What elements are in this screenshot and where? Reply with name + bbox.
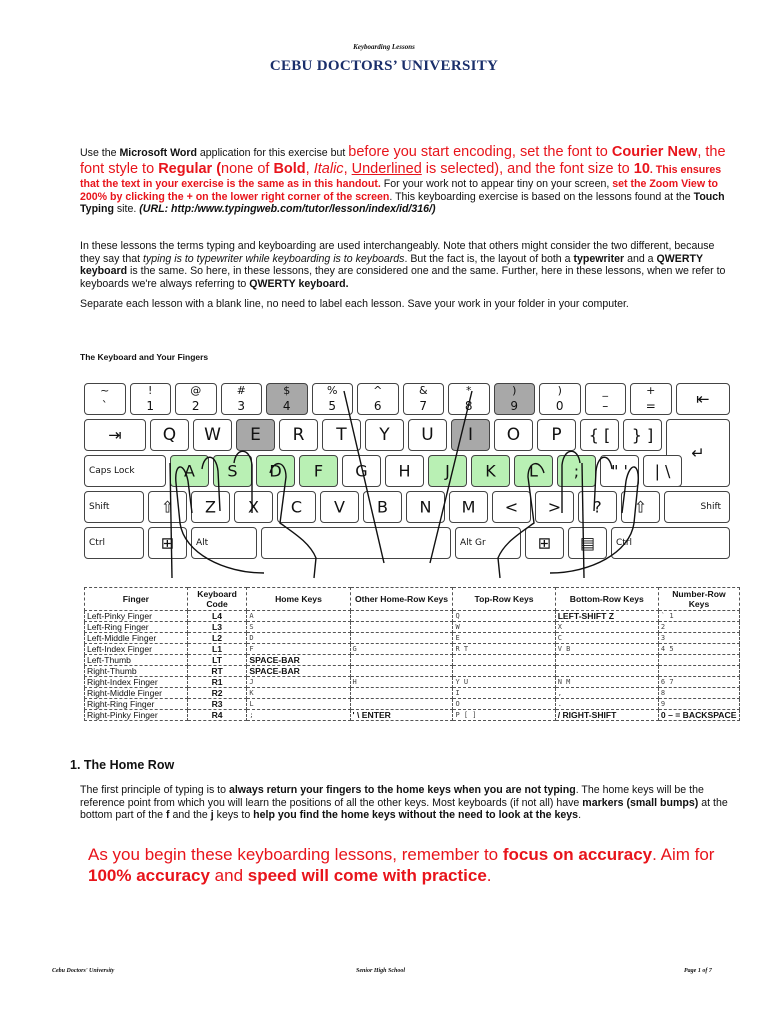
key-row4-13 — [664, 491, 730, 523]
table-cell: . — [555, 699, 658, 710]
table-cell: ' \ ENTER — [350, 710, 453, 721]
key-row4-4 — [277, 491, 316, 523]
table-cell — [658, 655, 739, 666]
key-label: & — [418, 384, 428, 397]
keyboard-diagram — [84, 383, 730, 559]
key-label: 7 — [419, 399, 428, 413]
key-row2-4 — [279, 419, 318, 451]
intro-paragraph-3: Separate each lesson with a blank line, no need to label each lesson. Save your work in your folder in your computer. — [80, 298, 629, 310]
key-label: ⇥ — [108, 425, 122, 445]
key-label: ⇧ — [633, 497, 648, 517]
key-label: – — [602, 399, 609, 413]
key-label: 8 — [464, 399, 473, 413]
key-row2-7 — [408, 419, 447, 451]
key-label: 9 — [510, 399, 519, 413]
table-cell — [350, 611, 453, 622]
home-row-heading: 1. The Home Row — [70, 758, 175, 772]
table-cell: Left-Thumb — [85, 655, 188, 666]
key-row2-11 — [580, 419, 619, 451]
table-cell: V B — [555, 644, 658, 655]
key-row1-2 — [175, 383, 217, 415]
table-header: Finger — [85, 588, 188, 611]
key-row1-5 — [312, 383, 354, 415]
key-label: ^ — [373, 384, 383, 397]
table-cell: L4 — [187, 611, 247, 622]
table-cell: ` 1 — [658, 611, 739, 622]
key-label: S — [227, 461, 238, 481]
table-row — [85, 666, 740, 677]
key-label: Alt — [196, 538, 209, 548]
key-row5-6 — [568, 527, 607, 559]
key-row5-5 — [525, 527, 564, 559]
key-row3-4 — [299, 455, 338, 487]
key-label: ; — [573, 461, 580, 481]
table-cell: Right-Thumb — [85, 666, 188, 677]
table-header: Top-Row Keys — [453, 588, 555, 611]
table-cell: K — [247, 688, 350, 699]
table-cell — [350, 622, 453, 633]
key-row4-8 — [449, 491, 488, 523]
table-cell: LT — [187, 655, 247, 666]
key-row3-5 — [342, 455, 381, 487]
key-row1-13 — [676, 383, 731, 415]
key-label: 3 — [237, 399, 246, 413]
key-row2-10 — [537, 419, 576, 451]
table-row — [85, 644, 740, 655]
key-row1-8 — [448, 383, 490, 415]
key-label: % — [327, 384, 338, 397]
key-row1-11 — [585, 383, 627, 415]
table-row — [85, 655, 740, 666]
key-label: G — [355, 461, 368, 481]
key-row4-6 — [363, 491, 402, 523]
keyboard-section-title: The Keyboard and Your Fingers — [80, 352, 209, 362]
table-cell: Q — [453, 611, 555, 622]
footer-page: Page 1 of 7 — [684, 968, 712, 974]
key-label: 4 — [282, 399, 291, 413]
key-label: ` — [101, 399, 108, 413]
table-cell — [350, 655, 453, 666]
key-row5-2 — [191, 527, 257, 559]
table-cell: Right-Ring Finger — [85, 699, 188, 710]
key-label: V — [334, 497, 345, 517]
key-row4-10 — [535, 491, 574, 523]
table-cell: Left-Pinky Finger — [85, 611, 188, 622]
key-label: Ctrl — [616, 538, 633, 548]
key-label: < — [504, 497, 519, 517]
table-cell: R2 — [187, 688, 247, 699]
key-label: O — [506, 425, 521, 445]
key-label: A — [184, 461, 195, 481]
table-cell: O — [453, 699, 555, 710]
key-label: E — [250, 425, 261, 445]
key-row4-2 — [191, 491, 230, 523]
key-row4-7 — [406, 491, 445, 523]
key-label: ⊞ — [160, 533, 175, 553]
key-label: Q — [162, 425, 177, 445]
key-label: " ' — [611, 461, 628, 481]
table-cell: SPACE-BAR — [247, 666, 350, 677]
key-row2-9 — [494, 419, 533, 451]
table-cell: 0 – = BACKSPACE — [658, 710, 739, 721]
key-label: 1 — [146, 399, 155, 413]
key-label: Caps Lock — [89, 466, 135, 476]
key-row1-12 — [630, 383, 672, 415]
key-label: P — [551, 425, 562, 445]
key-row2-12 — [623, 419, 662, 451]
key-row5-0 — [84, 527, 144, 559]
table-cell: 4 5 — [658, 644, 739, 655]
key-row1-4 — [266, 383, 308, 415]
key-row2-5 — [322, 419, 361, 451]
intro-paragraph-1: Use the Microsoft Word application for this exercise but before you start encoding, set the font to Courier New, the font style to Regular (none of Bold, Italic, Underlined is selected), and the font size to 10. This ensures that the text in your exercise is the same as in this handout. For your work not to appear tiny on your screen, set the Zoom View to 200% by clicking the + on the lower right corner of the screen. This keyboarding exercise is based on the lessons found at the Touch Typing site. (URL: http:/www.typingweb.com/tutor/lesson/index/id/316/) — [80, 144, 726, 216]
key-row1-6 — [357, 383, 399, 415]
table-cell — [453, 666, 555, 677]
key-label: I — [467, 425, 473, 445]
key-label: F — [313, 461, 324, 481]
table-cell: Left-Index Finger — [85, 644, 188, 655]
table-cell: R4 — [187, 710, 247, 721]
table-row — [85, 633, 740, 644]
table-cell: W — [453, 622, 555, 633]
key-row2-2 — [193, 419, 232, 451]
key-row3-8 — [471, 455, 510, 487]
key-row1-7 — [403, 383, 445, 415]
table-header: Other Home-Row Keys — [350, 588, 453, 611]
key-row4-3 — [234, 491, 273, 523]
key-label: N — [419, 497, 432, 517]
key-label: Shift — [700, 502, 721, 512]
table-cell: R1 — [187, 677, 247, 688]
table-row — [85, 611, 740, 622]
key-label: T — [336, 425, 347, 445]
key-label: ▤ — [579, 533, 596, 553]
key-label: Y — [379, 425, 390, 445]
table-cell: G — [350, 644, 453, 655]
table-cell — [453, 655, 555, 666]
table-cell — [658, 666, 739, 677]
key-row1-3 — [221, 383, 263, 415]
table-cell: / RIGHT-SHIFT — [555, 710, 658, 721]
key-label: ! — [148, 384, 153, 397]
key-row4-0 — [84, 491, 144, 523]
key-label: } ] — [631, 425, 654, 445]
table-cell: H — [350, 677, 453, 688]
key-label: Ctrl — [89, 538, 106, 548]
key-label: = — [645, 399, 656, 413]
key-label: ⇤ — [696, 389, 710, 409]
table-cell: , — [555, 688, 658, 699]
key-row3-3 — [256, 455, 295, 487]
key-label: # — [236, 384, 246, 397]
table-cell: J — [247, 677, 350, 688]
table-header: Number-Row Keys — [658, 588, 739, 611]
key-label: ⊞ — [537, 533, 552, 553]
key-row3-1 — [170, 455, 209, 487]
table-cell — [350, 666, 453, 677]
table-cell — [350, 633, 453, 644]
table-cell — [350, 699, 453, 710]
key-row1-1 — [130, 383, 172, 415]
table-cell — [555, 655, 658, 666]
key-row3-12 — [643, 455, 682, 487]
table-cell: L2 — [187, 633, 247, 644]
key-row2-3 — [236, 419, 275, 451]
table-cell: Right-Pinky Finger — [85, 710, 188, 721]
key-label: | \ — [654, 461, 671, 481]
footer-left: Cebu Doctors' University — [52, 968, 115, 974]
key-label: W — [204, 425, 221, 445]
key-row3-6 — [385, 455, 424, 487]
key-label: ? — [593, 497, 602, 517]
table-row — [85, 710, 740, 721]
footer-center: Senior High School — [356, 968, 406, 974]
key-row5-1 — [148, 527, 187, 559]
table-cell: F — [247, 644, 350, 655]
table-cell: N M — [555, 677, 658, 688]
key-label: @ — [190, 384, 202, 397]
key-row3-7 — [428, 455, 467, 487]
table-cell: C — [555, 633, 658, 644]
key-row5-3 — [261, 527, 451, 559]
table-cell — [555, 666, 658, 677]
key-label: U — [421, 425, 434, 445]
table-cell: S — [247, 622, 350, 633]
table-header: Bottom-Row Keys — [555, 588, 658, 611]
table-cell: I — [453, 688, 555, 699]
table-cell: 9 — [658, 699, 739, 710]
table-cell: P [ ] — [453, 710, 555, 721]
key-row1-10 — [539, 383, 581, 415]
table-cell: Right-Middle Finger — [85, 688, 188, 699]
key-label: { [ — [588, 425, 611, 445]
key-row2-1 — [150, 419, 189, 451]
table-row — [85, 622, 740, 633]
key-label: M — [461, 497, 476, 517]
key-label: 0 — [555, 399, 564, 413]
table-row — [85, 677, 740, 688]
table-cell: Right-Index Finger — [85, 677, 188, 688]
table-cell: ; — [247, 710, 350, 721]
table-row — [85, 699, 740, 710]
key-label: ⇧ — [160, 497, 175, 517]
key-row1-9 — [494, 383, 536, 415]
table-cell: L — [247, 699, 350, 710]
key-label: + — [646, 384, 656, 397]
table-cell: RT — [187, 666, 247, 677]
key-label: R — [292, 425, 305, 445]
table-cell: 2 — [658, 622, 739, 633]
accuracy-reminder: As you begin these keyboarding lessons, remember to focus on accuracy. Aim for 100% accuracy and speed will come with practice. — [88, 845, 715, 885]
key-row2-8 — [451, 419, 490, 451]
key-label: ↵ — [691, 443, 705, 463]
key-label: ~ — [100, 384, 110, 397]
key-label: Alt Gr — [460, 538, 486, 548]
table-cell — [350, 688, 453, 699]
key-label: C — [290, 497, 303, 517]
table-cell: E — [453, 633, 555, 644]
key-label: Shift — [89, 502, 110, 512]
table-cell: X — [555, 622, 658, 633]
key-label: $ — [283, 384, 291, 397]
key-row1-0 — [84, 383, 126, 415]
home-row-paragraph: The first principle of typing is to always return your fingers to the home keys when you are not typing. The home keys will be the reference point from which you will learn the positions of all the other keys. Most keyboards (if not all) have markers (small bumps) at the bottom part of the f and the j keys to help you find the home keys without the need to look at the keys. — [80, 784, 728, 822]
finger-table — [84, 587, 740, 721]
key-label: ) — [512, 384, 517, 397]
key-label: * — [466, 384, 472, 397]
key-label: > — [547, 497, 562, 517]
running-header: Keyboarding Lessons — [353, 43, 415, 51]
key-row4-9 — [492, 491, 531, 523]
intro-paragraph-2: In these lessons the terms typing and keyboarding are used interchangeably. Note that others might consider the two different, because they say that typing is to typewriter while keyboarding is to keyboards. But the fact is, the layout of both a typewriter and a QWERTY keyboard is the same. So here, in these lessons, they are considered one and the same. Further, here in these lessons, when we refer to keyboards we're always referring to QWERTY keyboard. — [80, 240, 726, 290]
key-row2-6 — [365, 419, 404, 451]
table-cell: R T — [453, 644, 555, 655]
key-row5-4 — [455, 527, 521, 559]
table-cell: L3 — [187, 622, 247, 633]
key-row3-2 — [213, 455, 252, 487]
key-label: 6 — [373, 399, 382, 413]
key-row3-10 — [557, 455, 596, 487]
key-label: 5 — [328, 399, 337, 413]
key-label: Z — [205, 497, 216, 517]
table-row — [85, 688, 740, 699]
key-label: L — [529, 461, 538, 481]
key-row3-11 — [600, 455, 639, 487]
key-label: _ — [602, 384, 608, 397]
key-row5-7 — [611, 527, 730, 559]
key-label: J — [445, 461, 450, 481]
table-cell: Left-Ring Finger — [85, 622, 188, 633]
key-row4-1 — [148, 491, 187, 523]
table-header: Keyboard Code — [187, 588, 247, 611]
key-label: X — [248, 497, 259, 517]
table-cell: Y U — [453, 677, 555, 688]
table-cell: R3 — [187, 699, 247, 710]
table-cell: LEFT-SHIFT Z — [555, 611, 658, 622]
table-cell: SPACE-BAR — [247, 655, 350, 666]
key-label: ) — [557, 384, 562, 397]
key-label: K — [485, 461, 496, 481]
table-cell: D — [247, 633, 350, 644]
key-row3-9 — [514, 455, 553, 487]
table-cell: L1 — [187, 644, 247, 655]
key-row4-12 — [621, 491, 660, 523]
key-row2-0 — [84, 419, 146, 451]
key-row4-5 — [320, 491, 359, 523]
table-cell: 6 7 — [658, 677, 739, 688]
key-label: B — [377, 497, 388, 517]
table-cell: Left-Middle Finger — [85, 633, 188, 644]
key-row3-0 — [84, 455, 166, 487]
key-label: 2 — [191, 399, 200, 413]
key-label: D — [269, 461, 282, 481]
university-title: CEBU DOCTORS’ UNIVERSITY — [269, 58, 499, 74]
table-cell: 8 — [658, 688, 739, 699]
table-cell: A — [247, 611, 350, 622]
table-header: Home Keys — [247, 588, 350, 611]
key-label: H — [398, 461, 411, 481]
key-row4-11 — [578, 491, 617, 523]
table-cell: 3 — [658, 633, 739, 644]
